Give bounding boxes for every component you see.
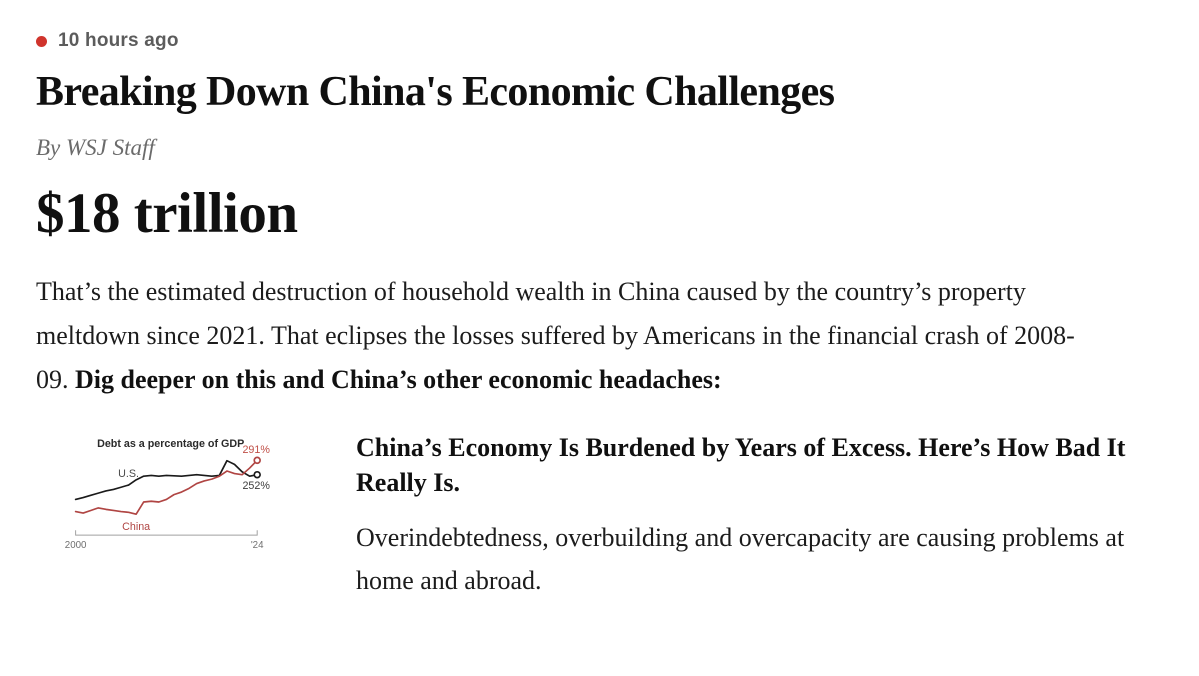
related-article-card: [36, 428, 1159, 602]
post-headline: Breaking Down China's Economic Challenges: [36, 69, 835, 115]
svg-text:Debt as a percentage of GDP: Debt as a percentage of GDP: [97, 438, 245, 451]
related-article-text: [356, 428, 1156, 602]
svg-text:2000: 2000: [64, 539, 87, 551]
svg-text:252%: 252%: [242, 480, 270, 493]
big-figure: $18 trillion: [36, 182, 298, 246]
timestamp-row: [36, 30, 1159, 52]
byline: By WSJ Staff: [36, 135, 155, 161]
body-text-regular: That’s the estimated destruction of household wealth in China caused by the country’s property meltdown since 2021. That eclipses the losses suffered by Americans in the financial crash of 2008-09.: [36, 277, 1075, 395]
body-text-bold: Dig deeper on this and China’s other economic headaches:: [75, 365, 722, 395]
svg-text:291%: 291%: [242, 444, 270, 457]
timestamp[interactable]: 10 hours ago: [58, 30, 179, 51]
related-article-thumbnail[interactable]: [60, 428, 306, 564]
related-article-dek: Overindebtedness, overbuilding and overcapacity are causing problems at home and abroad.: [356, 523, 1125, 596]
debt-gdp-chart: [60, 432, 306, 564]
related-article-headline[interactable]: China’s Economy Is Burdened by Years of Excess. Here’s How Bad It Really Is.: [356, 433, 1126, 498]
svg-text:China: China: [122, 520, 151, 533]
svg-text:'24: '24: [250, 539, 264, 551]
svg-text:U.S.: U.S.: [118, 468, 140, 481]
live-dot-icon: [36, 36, 47, 47]
body-paragraph: [36, 270, 1076, 402]
